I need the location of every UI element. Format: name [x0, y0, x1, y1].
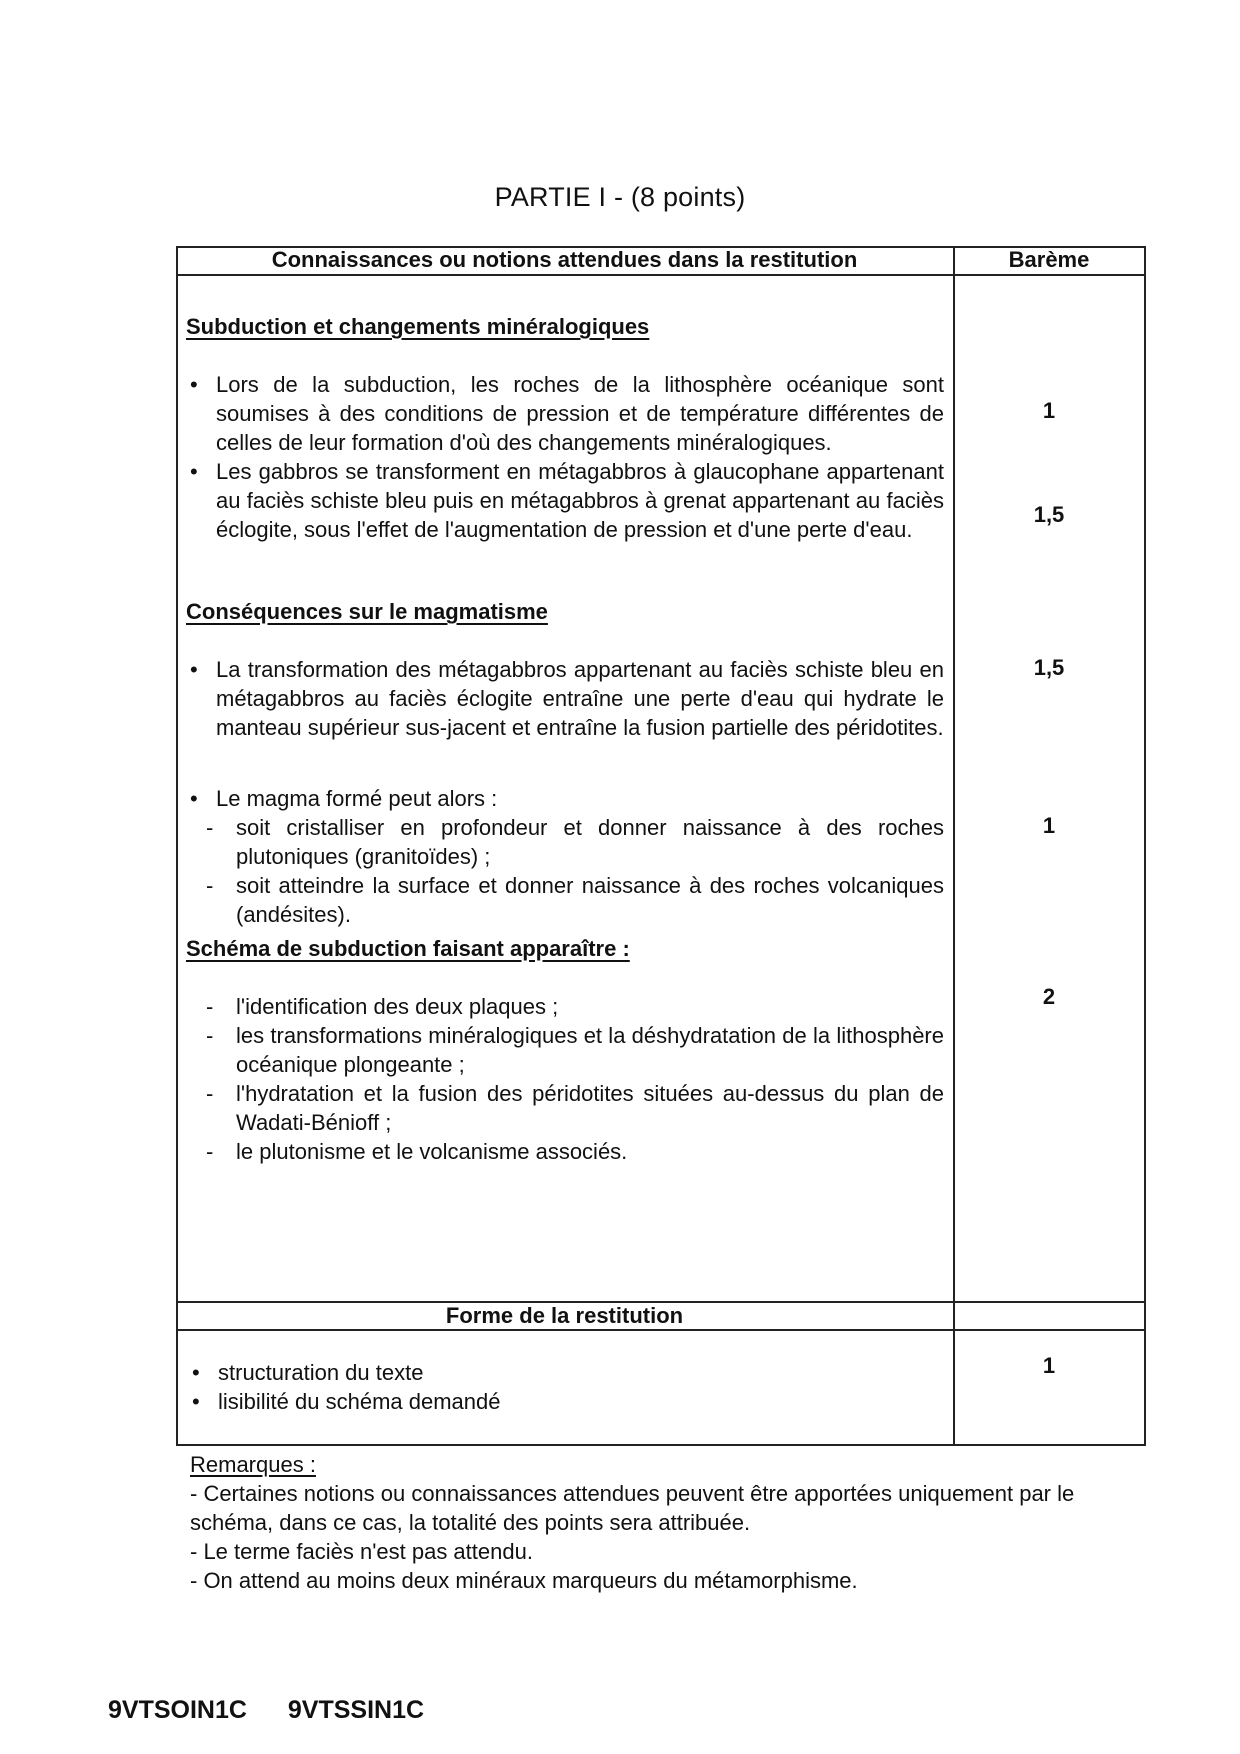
- header-scale: Barème: [1008, 247, 1090, 272]
- list-item: • structuration du texte: [188, 1358, 944, 1387]
- list-item: • La transformation des métagabbros appartenant au faciès schiste bleu en métagabbros au faciès éclogite entraîne une perte d'eau qui hydrate le manteau supérieur sus-jacent et entraîne la fusion partielle des péridotites.: [186, 655, 944, 742]
- remark-line: - Certaines notions ou connaissances attendues peuvent être apportées uniquement par le schéma, dans ce cas, la totalité des points sera attribuée.: [190, 1481, 1075, 1535]
- list-item: - soit cristalliser en profondeur et donner naissance à des roches plutoniques (granitoïdes) ;: [186, 813, 944, 871]
- table-border-header: [176, 274, 1145, 276]
- score-value: 1: [1042, 1353, 1056, 1378]
- exam-code: 9VTSOIN1C: [108, 1696, 247, 1724]
- score-value: 1,5: [1033, 655, 1065, 680]
- remark-line: - On attend au moins deux minéraux marqueurs du métamorphisme.: [190, 1568, 858, 1593]
- list-item: • Lors de la subduction, les roches de la lithosphère océanique sont soumises à des conditions de pression et de température différentes de celles de leur formation d'où des changements minéralogiques.: [186, 370, 944, 457]
- grading-table: [176, 246, 1145, 1446]
- table-border-bottom: [176, 1444, 1145, 1446]
- table-border-form-header: [176, 1329, 1145, 1331]
- page-title: PARTIE I - (8 points): [494, 182, 746, 212]
- form-heading: Forme de la restitution: [445, 1303, 684, 1328]
- list-item: - l'hydratation et la fusion des péridotites situées au-dessus du plan de Wadati-Bénioff ;: [186, 1079, 944, 1137]
- list-item: - l'identification des deux plaques ;: [186, 992, 944, 1021]
- list-item: • lisibilité du schéma demandé: [188, 1387, 944, 1416]
- form-items: [188, 1358, 944, 1416]
- section-heading-subduction: Subduction et changements minéralogiques: [186, 314, 650, 339]
- score-value: 1,5: [1033, 502, 1065, 527]
- remarks-title: Remarques :: [190, 1452, 316, 1477]
- header-knowledge: Connaissances ou notions attendues dans la restitution: [271, 247, 858, 272]
- section-magma-items: [186, 784, 944, 929]
- section-diagram-items: [186, 992, 944, 1166]
- exam-code: 9VTSSIN1C: [287, 1696, 425, 1724]
- footer-codes: [108, 1696, 458, 1725]
- section-magmatism-items: [186, 655, 944, 742]
- score-value: 1: [1042, 813, 1056, 838]
- table-column-divider: [953, 246, 955, 1446]
- score-value: 1: [1042, 398, 1056, 423]
- list-item: • Le magma formé peut alors :: [186, 784, 944, 813]
- list-item: - soit atteindre la surface et donner naissance à des roches volcaniques (andésites).: [186, 871, 944, 929]
- remarks: [190, 1450, 1150, 1595]
- section-heading-diagram: Schéma de subduction faisant apparaître :: [186, 936, 630, 961]
- table-border-left: [176, 246, 178, 1446]
- list-item: - le plutonisme et le volcanisme associés.: [186, 1137, 944, 1166]
- list-item: - les transformations minéralogiques et la déshydratation de la lithosphère océanique plongeante ;: [186, 1021, 944, 1079]
- section-subduction-items: [186, 370, 944, 544]
- list-item: • Les gabbros se transforment en métagabbros à glaucophane appartenant au faciès schiste bleu puis en métagabbros à grenat appartenant au faciès éclogite, sous l'effet de l'augmentation de pression et d'une perte d'eau.: [186, 457, 944, 544]
- section-heading-magmatism: Conséquences sur le magmatisme: [186, 599, 548, 624]
- score-value: 2: [1042, 984, 1056, 1009]
- table-border-right: [1144, 246, 1146, 1446]
- remark-line: - Le terme faciès n'est pas attendu.: [190, 1539, 533, 1564]
